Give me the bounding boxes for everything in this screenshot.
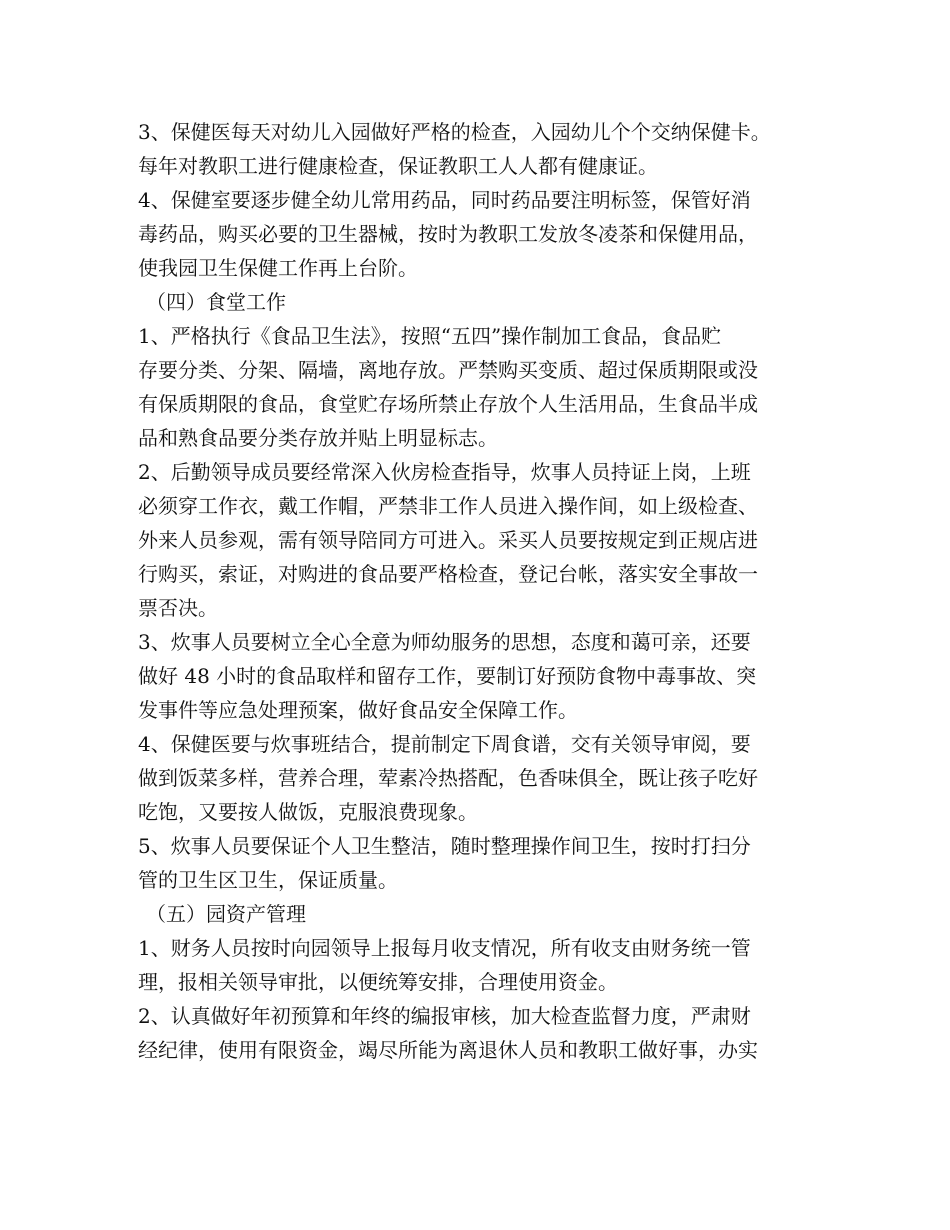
- text-line: 外来人员参观，需有领导陪同方可进入。采买人员要按规定到正规店进: [138, 528, 758, 552]
- text-line: 2、后勤领导成员要经常深入伙房检查指导，炊事人员持证上岗，上班: [138, 460, 751, 484]
- text-line: 每年对教职工进行健康检查，保证教职工人人都有健康证。: [138, 154, 658, 178]
- text-line: 管的卫生区卫生，保证质量。: [138, 868, 398, 892]
- text-line: 3、保健医每天对幼儿入园做好严格的检查，入园幼儿个个交纳保健卡。: [138, 120, 771, 144]
- text-line: 使我园卫生保健工作再上台阶。: [138, 256, 418, 280]
- text-line: 1、严格执行《食品卫生法》，按照“五四”操作制加工食品，食品贮: [138, 324, 722, 348]
- text-line: 5、炊事人员要保证个人卫生整洁，随时整理操作间卫生，按时打扫分: [138, 834, 751, 858]
- text-line: 3、炊事人员要树立全心全意为师幼服务的思想，态度和蔼可亲，还要: [138, 630, 751, 654]
- section-heading: （四）食堂工作: [146, 290, 286, 314]
- text-line: 票否决。: [138, 596, 218, 620]
- text-line: 做到饭菜多样，营养合理，荤素冷热搭配，色香味俱全，既让孩子吃好: [138, 766, 758, 790]
- text-line: 4、保健室要逐步健全幼儿常用药品，同时药品要注明标签，保管好消: [138, 188, 751, 212]
- text-line: 毒药品，购买必要的卫生器械，按时为教职工发放冬凌茶和保健用品，: [138, 222, 758, 246]
- text-line: 2、认真做好年初预算和年终的编报审核，加大检查监督力度，严肃财: [138, 1004, 751, 1028]
- text-line: 发事件等应急处理预案，做好食品安全保障工作。: [138, 698, 578, 722]
- text-line: 4、保健医要与炊事班结合，提前制定下周食谱，交有关领导审阅，要: [138, 732, 751, 756]
- text-line: 有保质期限的食品，食堂贮存场所禁止存放个人生活用品，生食品半成: [138, 392, 758, 416]
- text-line: 做好 48 小时的食品取样和留存工作，要制订好预防食物中毒事故、突: [138, 664, 757, 688]
- document-body: [138, 115, 828, 1067]
- section-heading: （五）园资产管理: [146, 902, 306, 926]
- text-line: 必须穿工作衣，戴工作帽，严禁非工作人员进入操作间，如上级检查、: [138, 494, 758, 518]
- text-line: 品和熟食品要分类存放并贴上明显标志。: [138, 426, 498, 450]
- text-line: 吃饱，又要按人做饭，克服浪费现象。: [138, 800, 478, 824]
- text-line: 理，报相关领导审批，以便统筹安排，合理使用资金。: [138, 970, 618, 994]
- text-line: 1、财务人员按时向园领导上报每月收支情况，所有收支由财务统一管: [138, 936, 751, 960]
- text-line: 经纪律，使用有限资金，竭尽所能为离退休人员和教职工做好事，办实: [138, 1038, 758, 1062]
- text-line: 行购买，索证，对购进的食品要严格检查，登记台帐，落实安全事故一: [138, 562, 758, 586]
- text-line: 存要分类、分架、隔墙，离地存放。严禁购买变质、超过保质期限或没: [138, 358, 758, 382]
